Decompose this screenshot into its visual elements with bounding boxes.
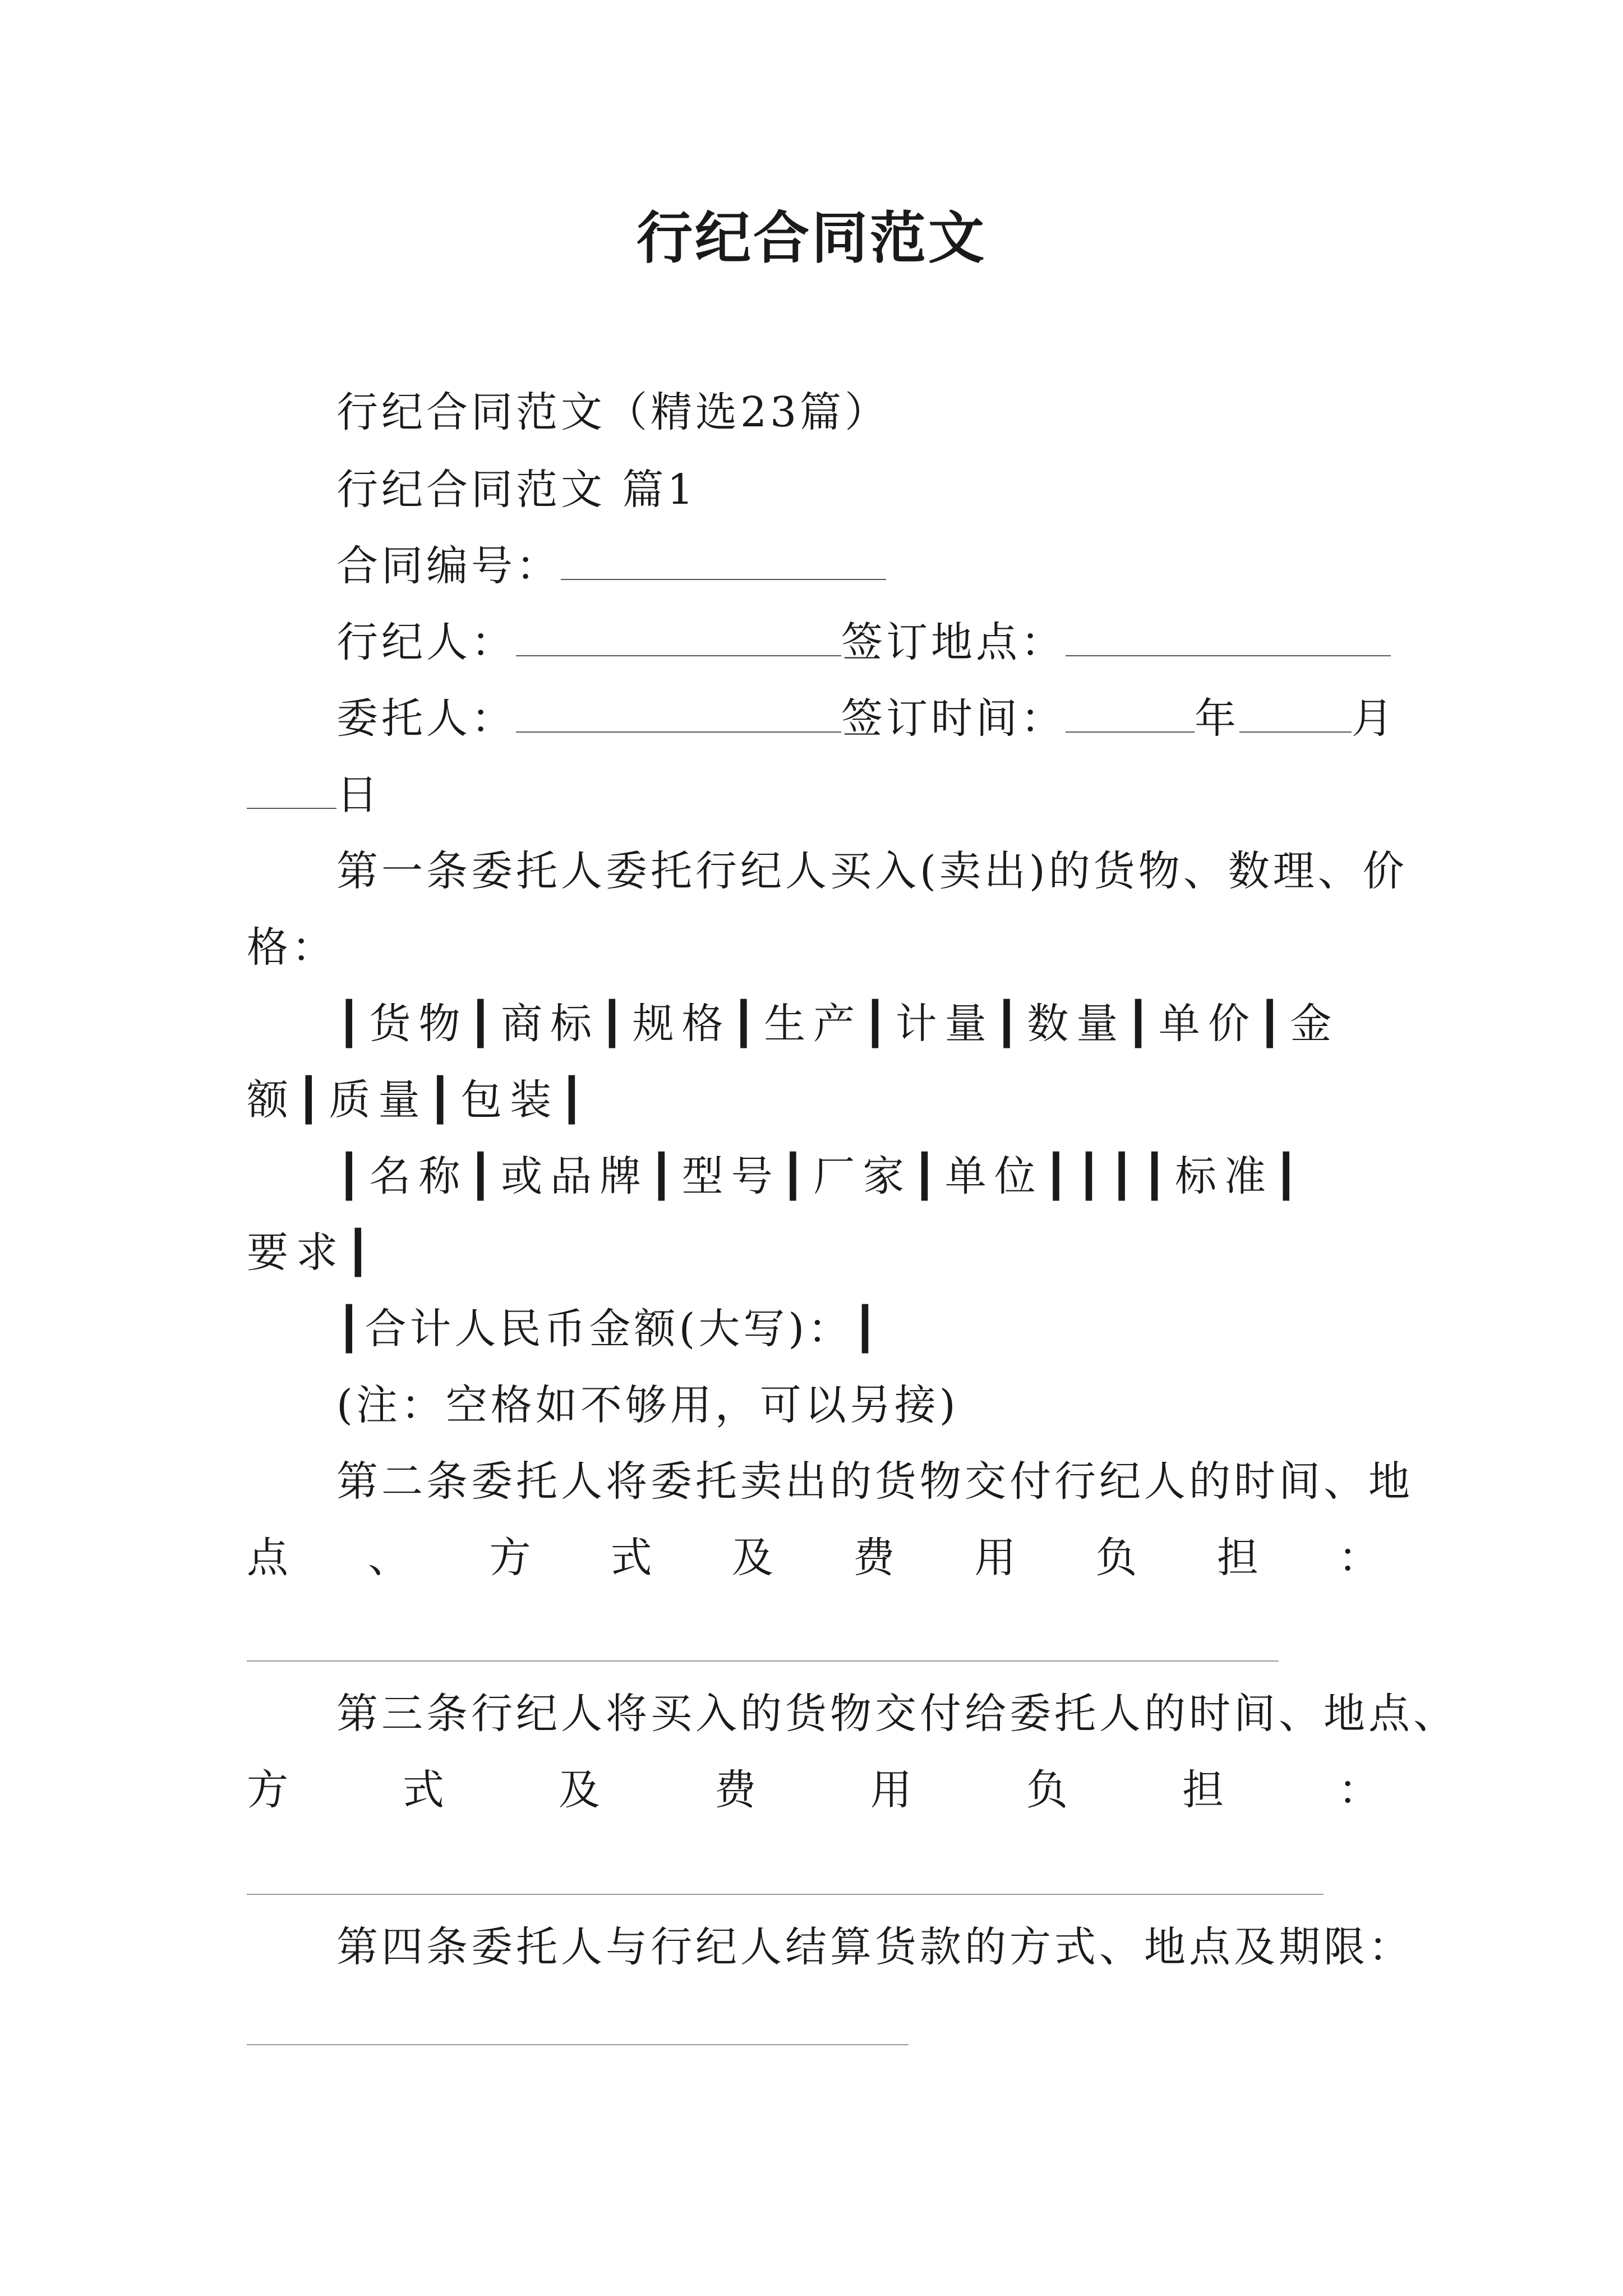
article2-answer-line[interactable] [247,1660,1279,1662]
broker-row [336,611,1391,673]
client-row [336,688,1396,749]
day-row [247,764,381,826]
client-label: 委托人： [336,694,516,743]
sign-place-blank[interactable] [1066,616,1391,656]
broker-blank[interactable] [516,616,841,656]
broker-label: 行纪人： [336,618,516,666]
table-note: (注：空格如不够用，可以另接) [336,1381,959,1429]
contract-number-label: 合同编号： [336,542,561,590]
document-subtitle: 行纪合同范文（精选23篇） [336,388,890,436]
table-row1-line2: 额┃质量┃包装┃ [247,1076,592,1124]
article2-line2: 点 、 方 式 及 费 用 负 担 ： [247,1534,1380,1582]
article3-answer-line[interactable] [247,1894,1324,1895]
year-label: 年 [1195,694,1239,743]
article1-line2: 格： [247,923,336,972]
article4-line1: 第四条委托人与行纪人结算货款的方式、地点及期限： [336,1923,1413,1971]
contract-number-blank[interactable] [561,540,886,580]
client-blank[interactable] [516,692,841,733]
sign-time-label: 签订时间： [841,694,1066,743]
table-row2-line1: ┃名称┃或品牌┃型号┃厂家┃单位┃┃┃┃标准┃ [336,1152,1307,1200]
sign-place-label: 签订地点： [841,618,1066,666]
day-label: 日 [336,771,381,819]
article3-line2: 方 式 及 费 用 负 担 ： [247,1766,1380,1814]
article4-answer-line[interactable] [247,2044,909,2045]
chapter-heading: 行纪合同范文 篇1 [336,466,697,514]
article1-line1: 第一条委托人委托行纪人买入(卖出)的货物、数理、价 [336,847,1408,895]
month-blank[interactable] [1239,692,1352,733]
day-blank[interactable] [247,769,336,809]
article2-line1: 第二条委托人将委托卖出的货物交付行纪人的时间、地 [336,1457,1413,1506]
year-blank[interactable] [1066,692,1195,733]
document-title: 行纪合同范文 [637,205,986,271]
article3-line1: 第三条行纪人将买入的货物交付给委托人的时间、地点、 [336,1690,1458,1738]
table-row2-line2: 要求┃ [247,1228,379,1277]
month-label: 月 [1352,694,1396,743]
contract-number-row [336,535,886,597]
table-row1-line1: ┃货物┃商标┃规格┃生产┃计量┃数量┃单价┃金 [336,1000,1340,1048]
table-row3: ┃合计人民币金额(大写)：┃ [336,1305,881,1353]
